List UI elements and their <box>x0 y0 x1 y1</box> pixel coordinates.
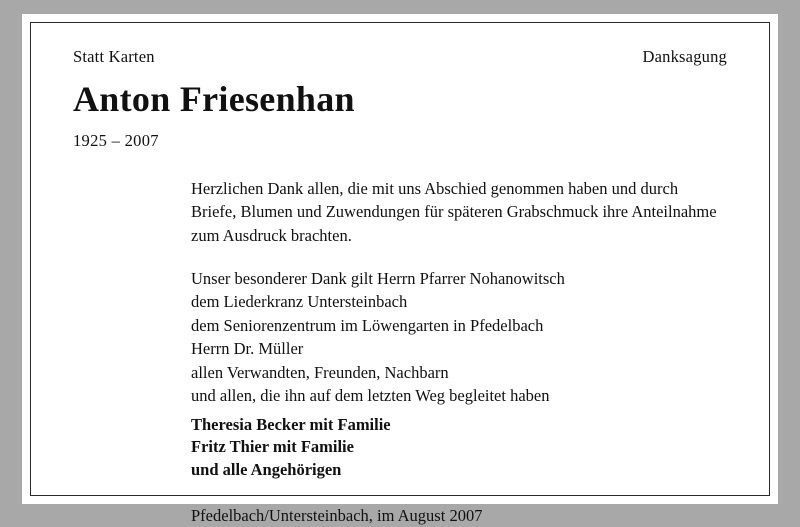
closing-line: Pfedelbach/Untersteinbach, im August 2007 <box>191 505 483 525</box>
obituary-card <box>22 14 778 525</box>
thanks-line: dem Seniorenzentrum im Löwengarten in Pfedelbach <box>191 315 544 335</box>
thanks-line: dem Liederkranz Untersteinbach <box>191 292 408 312</box>
signers-list <box>191 414 727 482</box>
thanks-line: allen Verwandten, Freunden, Nachbarn <box>191 362 449 382</box>
header-left-label: Statt Karten <box>73 47 155 66</box>
thanks-list <box>191 267 727 408</box>
card-header <box>73 47 727 67</box>
header-right-label: Danksagung <box>642 47 727 66</box>
signer-line: und alle Angehörigen <box>191 460 342 480</box>
body-block <box>191 177 727 527</box>
signer-line: Fritz Thier mit Familie <box>191 437 354 457</box>
signer-line: Theresia Becker mit Familie <box>191 414 391 434</box>
thanks-line: Unser besonderer Dank gilt Herrn Pfarrer Nohanowitsch <box>191 269 565 289</box>
deceased-name: Anton Friesenhan <box>73 79 355 119</box>
thanks-line: und allen, die ihn auf dem letzten Weg begleitet haben <box>191 386 550 406</box>
thanks-line: Herrn Dr. Müller <box>191 339 304 359</box>
intro-paragraph: Herzlichen Dank allen, die mit uns Abschied genommen haben und durch Briefe, Blumen und Zuwendungen für späteren Grabschmuck ihre Anteilnahme zum Ausdruck brachten. <box>191 178 717 245</box>
card-inner-border <box>30 22 770 525</box>
card-content <box>31 23 769 525</box>
life-dates: 1925 – 2007 <box>73 130 159 150</box>
